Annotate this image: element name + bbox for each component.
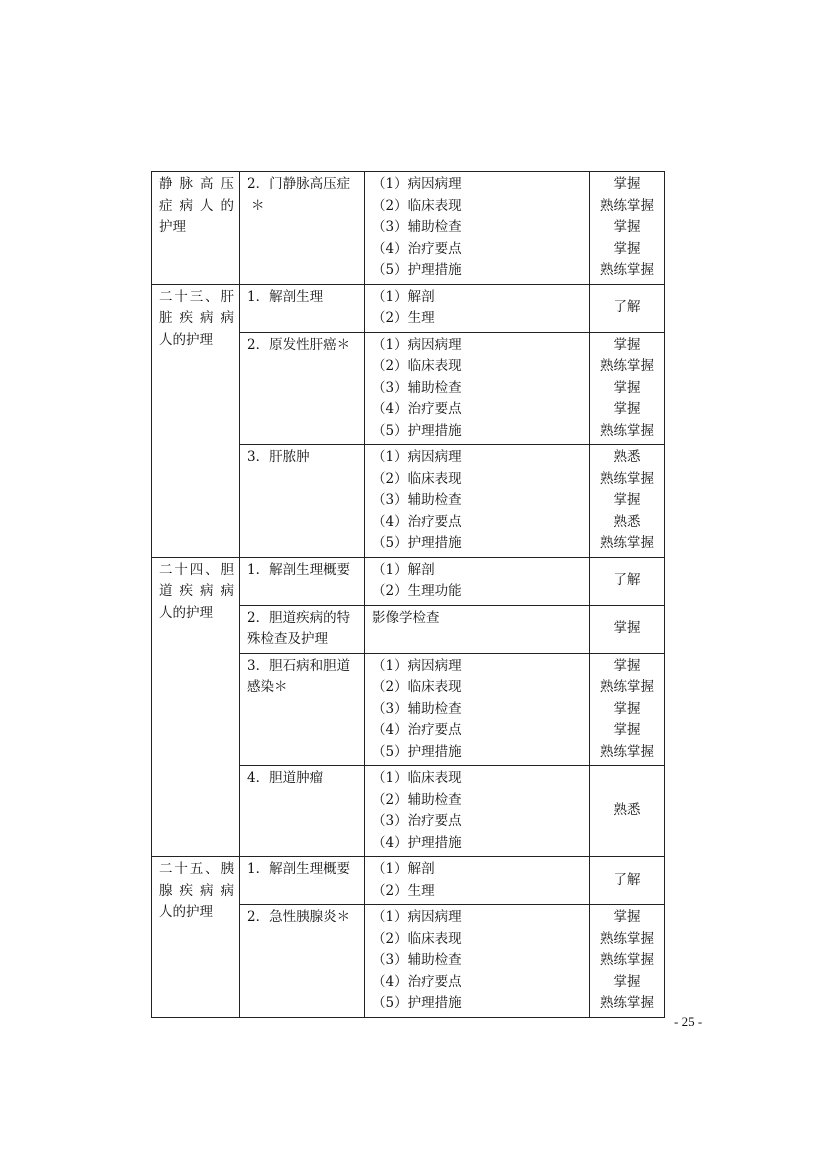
content-item: （1）病因病理	[372, 909, 462, 925]
chapter-line: 腺 疾 病 病	[159, 882, 234, 899]
items-cell	[365, 857, 590, 905]
content-item: （2）生理功能	[372, 583, 462, 599]
table-row	[152, 172, 665, 285]
requirement-level: 掌握	[613, 909, 641, 925]
requirement-cell	[590, 766, 665, 857]
requirement-level: 掌握	[613, 700, 641, 717]
content-item: （2）临床表现	[372, 470, 462, 487]
content-item: （1）解剖	[372, 561, 435, 578]
requirement-level: 熟练掌握	[600, 995, 654, 1011]
topic-title: 3．胆石病和胆道	[247, 657, 351, 674]
content-item: （2）临床表现	[372, 197, 462, 214]
content-item: （1）病因病理	[372, 336, 462, 353]
requirement-level: 掌握	[613, 336, 641, 353]
requirement-level: 了解	[613, 572, 641, 589]
requirement-level: 掌握	[613, 176, 641, 192]
requirement-level: 了解	[613, 871, 641, 888]
requirement-level: 掌握	[613, 379, 641, 396]
requirement-level: 掌握	[613, 620, 641, 637]
topic-cell	[240, 857, 365, 905]
content-item: （1）病因病理	[372, 657, 462, 674]
requirement-level: 掌握	[613, 219, 641, 235]
topic-cell	[240, 557, 365, 605]
topic-title: 1．解剖生理概要	[247, 861, 351, 877]
items-cell	[365, 284, 590, 332]
requirement-level: 掌握	[613, 401, 641, 417]
topic-title: 4．胆道肿瘤	[247, 770, 324, 786]
topic-cell	[240, 332, 365, 445]
topic-cell	[240, 766, 365, 857]
topic-cell	[240, 172, 365, 285]
page-number: - 25 -	[674, 1014, 703, 1029]
topic-title: 1．解剖生理	[247, 288, 324, 305]
chapter-line: 人的护理	[159, 904, 213, 920]
content-item: （3）辅助检查	[372, 700, 462, 717]
content-item: （2）临床表现	[372, 930, 462, 947]
requirement-cell	[590, 653, 665, 766]
requirement-level: 掌握	[613, 722, 641, 738]
requirement-level: 熟练掌握	[600, 470, 654, 487]
requirement-level: 熟练掌握	[600, 930, 654, 947]
topic-title: 1．解剖生理概要	[247, 561, 351, 578]
requirement-level: 熟悉	[613, 802, 641, 819]
topic-title: 3．肝脓肿	[247, 449, 310, 465]
requirement-cell	[590, 857, 665, 905]
content-item: （4）治疗要点	[372, 240, 462, 257]
chapter-line: 护理	[159, 219, 186, 235]
items-cell	[365, 766, 590, 857]
topic-title: 2．胆道疾病的特	[247, 609, 351, 626]
chapter-line: 二十五、胰	[159, 861, 234, 877]
content-item: （2）生理	[372, 310, 435, 326]
requirement-level: 熟练掌握	[600, 262, 654, 278]
requirement-level: 熟练掌握	[600, 535, 654, 551]
topic-title: 感染＊	[247, 679, 288, 695]
content-item: （5）护理措施	[372, 995, 462, 1011]
table-row	[152, 857, 665, 905]
content-item: （1）解剖	[372, 288, 435, 305]
content-item: （3）辅助检查	[372, 219, 462, 235]
requirement-level: 掌握	[613, 492, 641, 508]
topic-cell	[240, 605, 365, 653]
content-item: （1）解剖	[372, 861, 435, 877]
chapter-line: 症 病 人 的	[159, 197, 234, 214]
items-cell	[365, 172, 590, 285]
requirement-cell	[590, 332, 665, 445]
chapter-cell	[152, 557, 240, 857]
requirement-level: 掌握	[613, 240, 641, 257]
topic-title: 2．急性胰腺炎＊	[247, 909, 351, 925]
chapter-line: 人的护理	[159, 331, 213, 348]
items-cell	[365, 905, 590, 1018]
content-item: （5）护理措施	[372, 422, 462, 439]
content-item: （3）辅助检查	[372, 379, 462, 396]
chapter-line: 脏 疾 病 病	[159, 310, 234, 326]
requirement-cell	[590, 172, 665, 285]
chapter-line: 二十三、肝	[159, 288, 234, 305]
topic-cell	[240, 653, 365, 766]
requirement-level: 熟练掌握	[600, 743, 654, 760]
requirement-cell	[590, 905, 665, 1018]
requirement-level: 了解	[613, 299, 641, 316]
content-item: （1）病因病理	[372, 449, 462, 465]
requirement-level: 掌握	[613, 973, 641, 990]
items-cell	[365, 332, 590, 445]
chapter-line: 二十四、胆	[159, 561, 234, 578]
chapter-cell	[152, 284, 240, 557]
requirement-level: 熟练掌握	[600, 952, 654, 968]
content-item: 影像学检查	[372, 609, 440, 626]
requirement-level: 熟悉	[613, 513, 641, 530]
items-cell	[365, 445, 590, 558]
chapter-line: 人的护理	[159, 604, 213, 621]
content-item: （3）治疗要点	[372, 813, 462, 829]
content-item: （4）治疗要点	[372, 401, 462, 417]
requirement-cell	[590, 445, 665, 558]
requirement-level: 熟悉	[613, 449, 641, 465]
content-item: （1）临床表现	[372, 770, 462, 786]
requirement-cell	[590, 284, 665, 332]
topic-cell	[240, 284, 365, 332]
topic-title: 2．门静脉高压症	[247, 176, 351, 192]
content-item: （2）临床表现	[372, 679, 462, 695]
requirement-level: 熟练掌握	[600, 679, 654, 695]
content-item: （2）生理	[372, 882, 435, 899]
content-item: （4）治疗要点	[372, 513, 462, 530]
requirement-level: 熟练掌握	[600, 358, 654, 374]
content-item: （5）护理措施	[372, 535, 462, 551]
content-item: （4）治疗要点	[372, 722, 462, 738]
content-item: （1）病因病理	[372, 176, 462, 192]
table-row	[152, 557, 665, 605]
items-cell	[365, 605, 590, 653]
topic-title: 2．原发性肝癌＊	[247, 336, 351, 353]
content-item: （2）辅助检查	[372, 791, 462, 808]
requirement-level: 掌握	[613, 657, 641, 674]
content-item: （2）临床表现	[372, 358, 462, 374]
content-item: （3）辅助检查	[372, 492, 462, 508]
topic-cell	[240, 445, 365, 558]
topic-cell	[240, 905, 365, 1018]
chapter-line: 静 脉 高 压	[159, 176, 234, 192]
content-item: （5）护理措施	[372, 743, 462, 760]
content-item: （5）护理措施	[372, 262, 462, 278]
chapter-cell	[152, 172, 240, 285]
requirement-cell	[590, 557, 665, 605]
syllabus-table	[151, 171, 665, 1018]
chapter-cell	[152, 857, 240, 1018]
content-item: （4）护理措施	[372, 834, 462, 851]
requirement-level: 熟练掌握	[600, 422, 654, 439]
content-item: （3）辅助检查	[372, 952, 462, 968]
requirement-level: 熟练掌握	[600, 197, 654, 214]
items-cell	[365, 557, 590, 605]
table-row	[152, 284, 665, 332]
items-cell	[365, 653, 590, 766]
topic-title: 殊检查及护理	[247, 631, 328, 647]
content-item: （4）治疗要点	[372, 973, 462, 990]
requirement-cell	[590, 605, 665, 653]
chapter-line: 道 疾 病 病	[159, 583, 234, 599]
topic-title: ＊	[251, 197, 265, 214]
